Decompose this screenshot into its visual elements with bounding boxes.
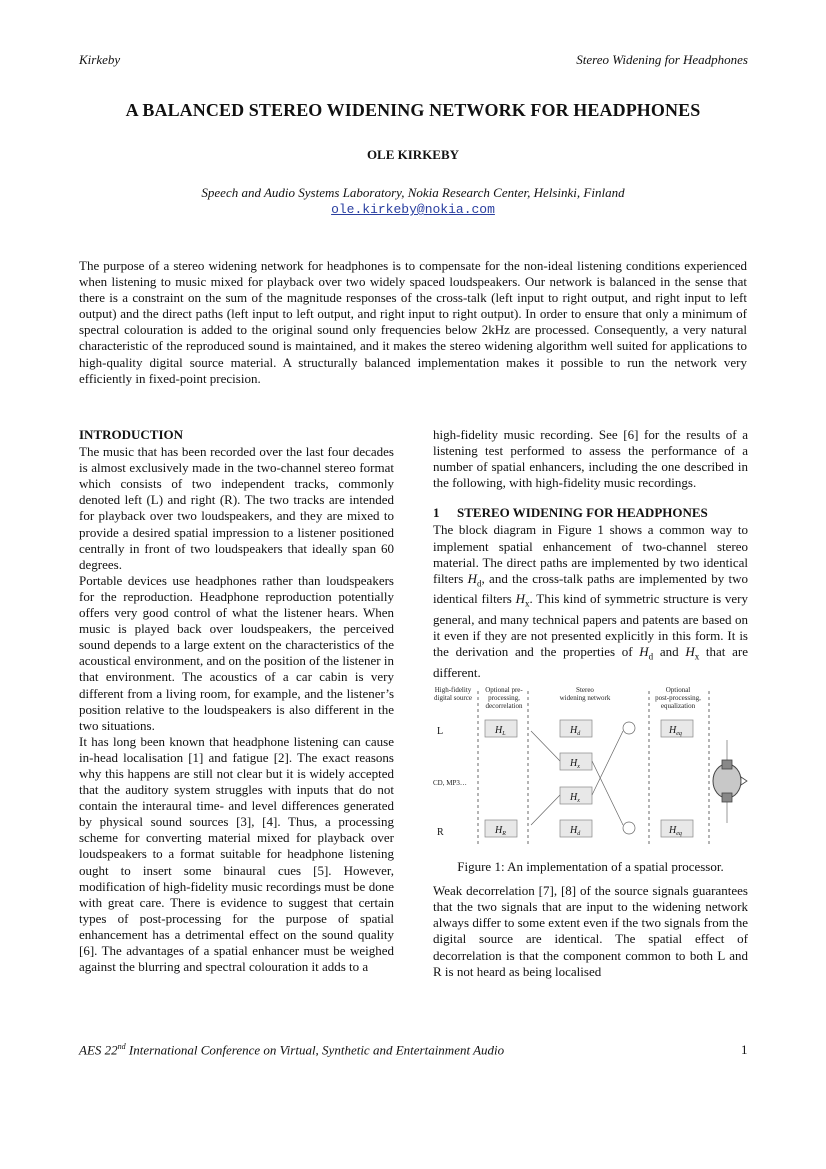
- sum-junction-top-icon: [623, 722, 635, 734]
- col2-header-line2: processing,: [488, 694, 520, 703]
- hr-sub: R: [502, 831, 506, 838]
- abstract: The purpose of a stereo widening network for headphones is to compensate for the non-ideal listening conditions experienced when listening to music mixed for playback over two widely spaced loudspeakers. Our network is balanced in the sense that there is a constraint on the sum of the magnitude responses of the cross-talk (left input to right output, and right input to left output) and the direct paths (left input to left output, and right input to right output). In order to ensure that only a minimum of spectral colouration is added to the original sound only frequencies below 2kHz are processed. Consequently, a very natural characteristic of the reproduced sound is maintained, and it makes the stereo widening algorithm well suited for applications to high-quality digital source material. A structurally balanced implementation makes it possible to run the network very efficiently in fixed-point precision.: [79, 258, 747, 386]
- heq-top-label: H: [669, 725, 677, 737]
- intro-heading: INTRODUCTION: [79, 427, 184, 442]
- page-number: 1: [741, 1042, 748, 1057]
- col4-header-line2: post-processing,: [655, 694, 701, 703]
- col3-header-line1: Stereo: [576, 686, 594, 695]
- right-channel-label: R: [437, 827, 444, 839]
- heq-bottom-sub: eq: [676, 831, 682, 838]
- left-column: [79, 427, 394, 975]
- col4-header-line1: Optional: [665, 686, 691, 695]
- col2-header-line3: decorrelation: [485, 702, 523, 711]
- heq-bottom-label: H: [669, 825, 677, 837]
- left-channel-label: L: [437, 726, 444, 738]
- footer-conference: AES 22nd International Conference on Virtual, Synthetic and Entertainment Audio: [79, 1042, 505, 1058]
- hl-sub: L: [502, 731, 506, 738]
- block-diagram-svg: [433, 685, 748, 853]
- hl-label: H: [495, 725, 503, 737]
- hx-bottom-label: H: [570, 792, 578, 804]
- figure-1-caption: Figure 1: An implementation of a spatial processor.: [457, 859, 724, 875]
- affiliation: Speech and Audio Systems Laboratory, Nokia Research Center, Helsinki, Finland: [201, 185, 625, 200]
- section-1-heading: [433, 505, 748, 521]
- crosstalk-lines: [531, 731, 623, 825]
- hd-bottom-label: H: [570, 825, 578, 837]
- hx-bottom-sub: x: [577, 798, 580, 805]
- intro-paragraph-1: The music that has been recorded over the last four decades is almost exclusively made in the two-channel stereo format which consists of two independent tracks, commonly denoted left (L) and right (R). The two tracks are intended for playback over two loudspeakers, and they are mixed to provide a desired spatial impression to a listener positioned centrally in front of two loudspeakers that ideally span 60 degrees.: [79, 444, 394, 572]
- running-header-title: Stereo Widening for Headphones: [576, 52, 748, 67]
- sum-junction-bottom-icon: [623, 822, 635, 834]
- hx-top-sub: x: [577, 764, 580, 771]
- col1-header-line1: High-fidelity: [434, 686, 472, 695]
- hr-label: H: [495, 825, 503, 837]
- paper-title: A BALANCED STEREO WIDENING NETWORK FOR HEADPHONES: [125, 100, 701, 120]
- right-column: [433, 427, 748, 980]
- figure-1-block-diagram: [433, 685, 748, 853]
- email-link[interactable]: ole.kirkeby@nokia.com: [331, 202, 495, 217]
- section-1-paragraph-2: Weak decorrelation [7], [8] of the source signals guarantees that the two signals that are input to the widening network always differ to some extent even if the two signals from the digital source are identical. The spatial effect of decorrelation is that the component common to both L and R is not heard as being localised: [433, 883, 748, 979]
- col2-header-line1: Optional pre-: [485, 686, 523, 695]
- hd-top-sub: d: [577, 731, 581, 738]
- hx-top-label: H: [570, 758, 578, 770]
- hd-top-label: H: [570, 725, 578, 737]
- author-name: OLE KIRKEBY: [366, 147, 460, 162]
- section-number: 1: [433, 505, 440, 521]
- section-1-paragraph-1: The block diagram in Figure 1 shows a common way to implement spatial enhancement of two-channel stereo material. The direct paths are implemented by two identical filters $H_d$, and the cross-talk paths are implemented by two identical filters $H_x$. This kind of symmetric structure is very general, and many technical papers and patents are based on it even if they are not presented explicitly in this form. It is the derivation and the properties of $H_d$ and $H_x$ that are different.: [433, 522, 748, 680]
- section-title: STEREO WIDENING FOR HEADPHONES: [457, 505, 708, 521]
- col3-header-line2: widening network: [559, 694, 611, 703]
- col4-header-line3: equalization: [660, 702, 696, 711]
- intro-continuation: high-fidelity music recording. See [6] for the results of a listening test performed to assess the performance of a number of spatial enhancers, including the one described in the following, with high-fidelity music recordings.: [433, 427, 748, 491]
- running-header-author: Kirkeby: [79, 52, 121, 67]
- hd-bottom-sub: d: [577, 831, 581, 838]
- source-label: CD, MP3…: [433, 779, 467, 788]
- intro-paragraph-2: Portable devices use headphones rather than loudspeakers for the reproduction. Headphone reproduction potentially offers very good control of what the listener hears. When music is played back over loudspeakers, the perceived sound depends to a large extent on the characteristics of the acoustical environment, and on the position of the listener in that environment. The acoustics of a car cabin is very different from a living room, for example, and the listener’s position relative to the loudspeakers is also different in the two situations.: [79, 572, 394, 733]
- heq-top-sub: eq: [676, 731, 682, 738]
- col1-header-line2: digital source: [434, 694, 472, 703]
- listener-head-icon: [713, 740, 747, 823]
- intro-paragraph-3: It has long been known that headphone listening can cause in-head localisation [1] and fatigue [2]. The exact reasons why this happens are still not clear but it is widely accepted that the auditory system struggles with inputs that do not contain the interaural time- and level differences generated by physical sound sources [3], [4]. Thus, a processing scheme for converting material mixed for playback over loudspeakers to a format suitable for headphone listening ought to insert some binaural cues [5]. However, modification of high-fidelity music recordings must be done with great care. There is evidence to suggest that certain types of post-processing for the purpose of spatial enhancement has a detrimental effect on the sound quality [6]. The advantages of a spatial enhancer must be weighed against the blurring and spectral colouration it adds to a: [79, 733, 394, 975]
